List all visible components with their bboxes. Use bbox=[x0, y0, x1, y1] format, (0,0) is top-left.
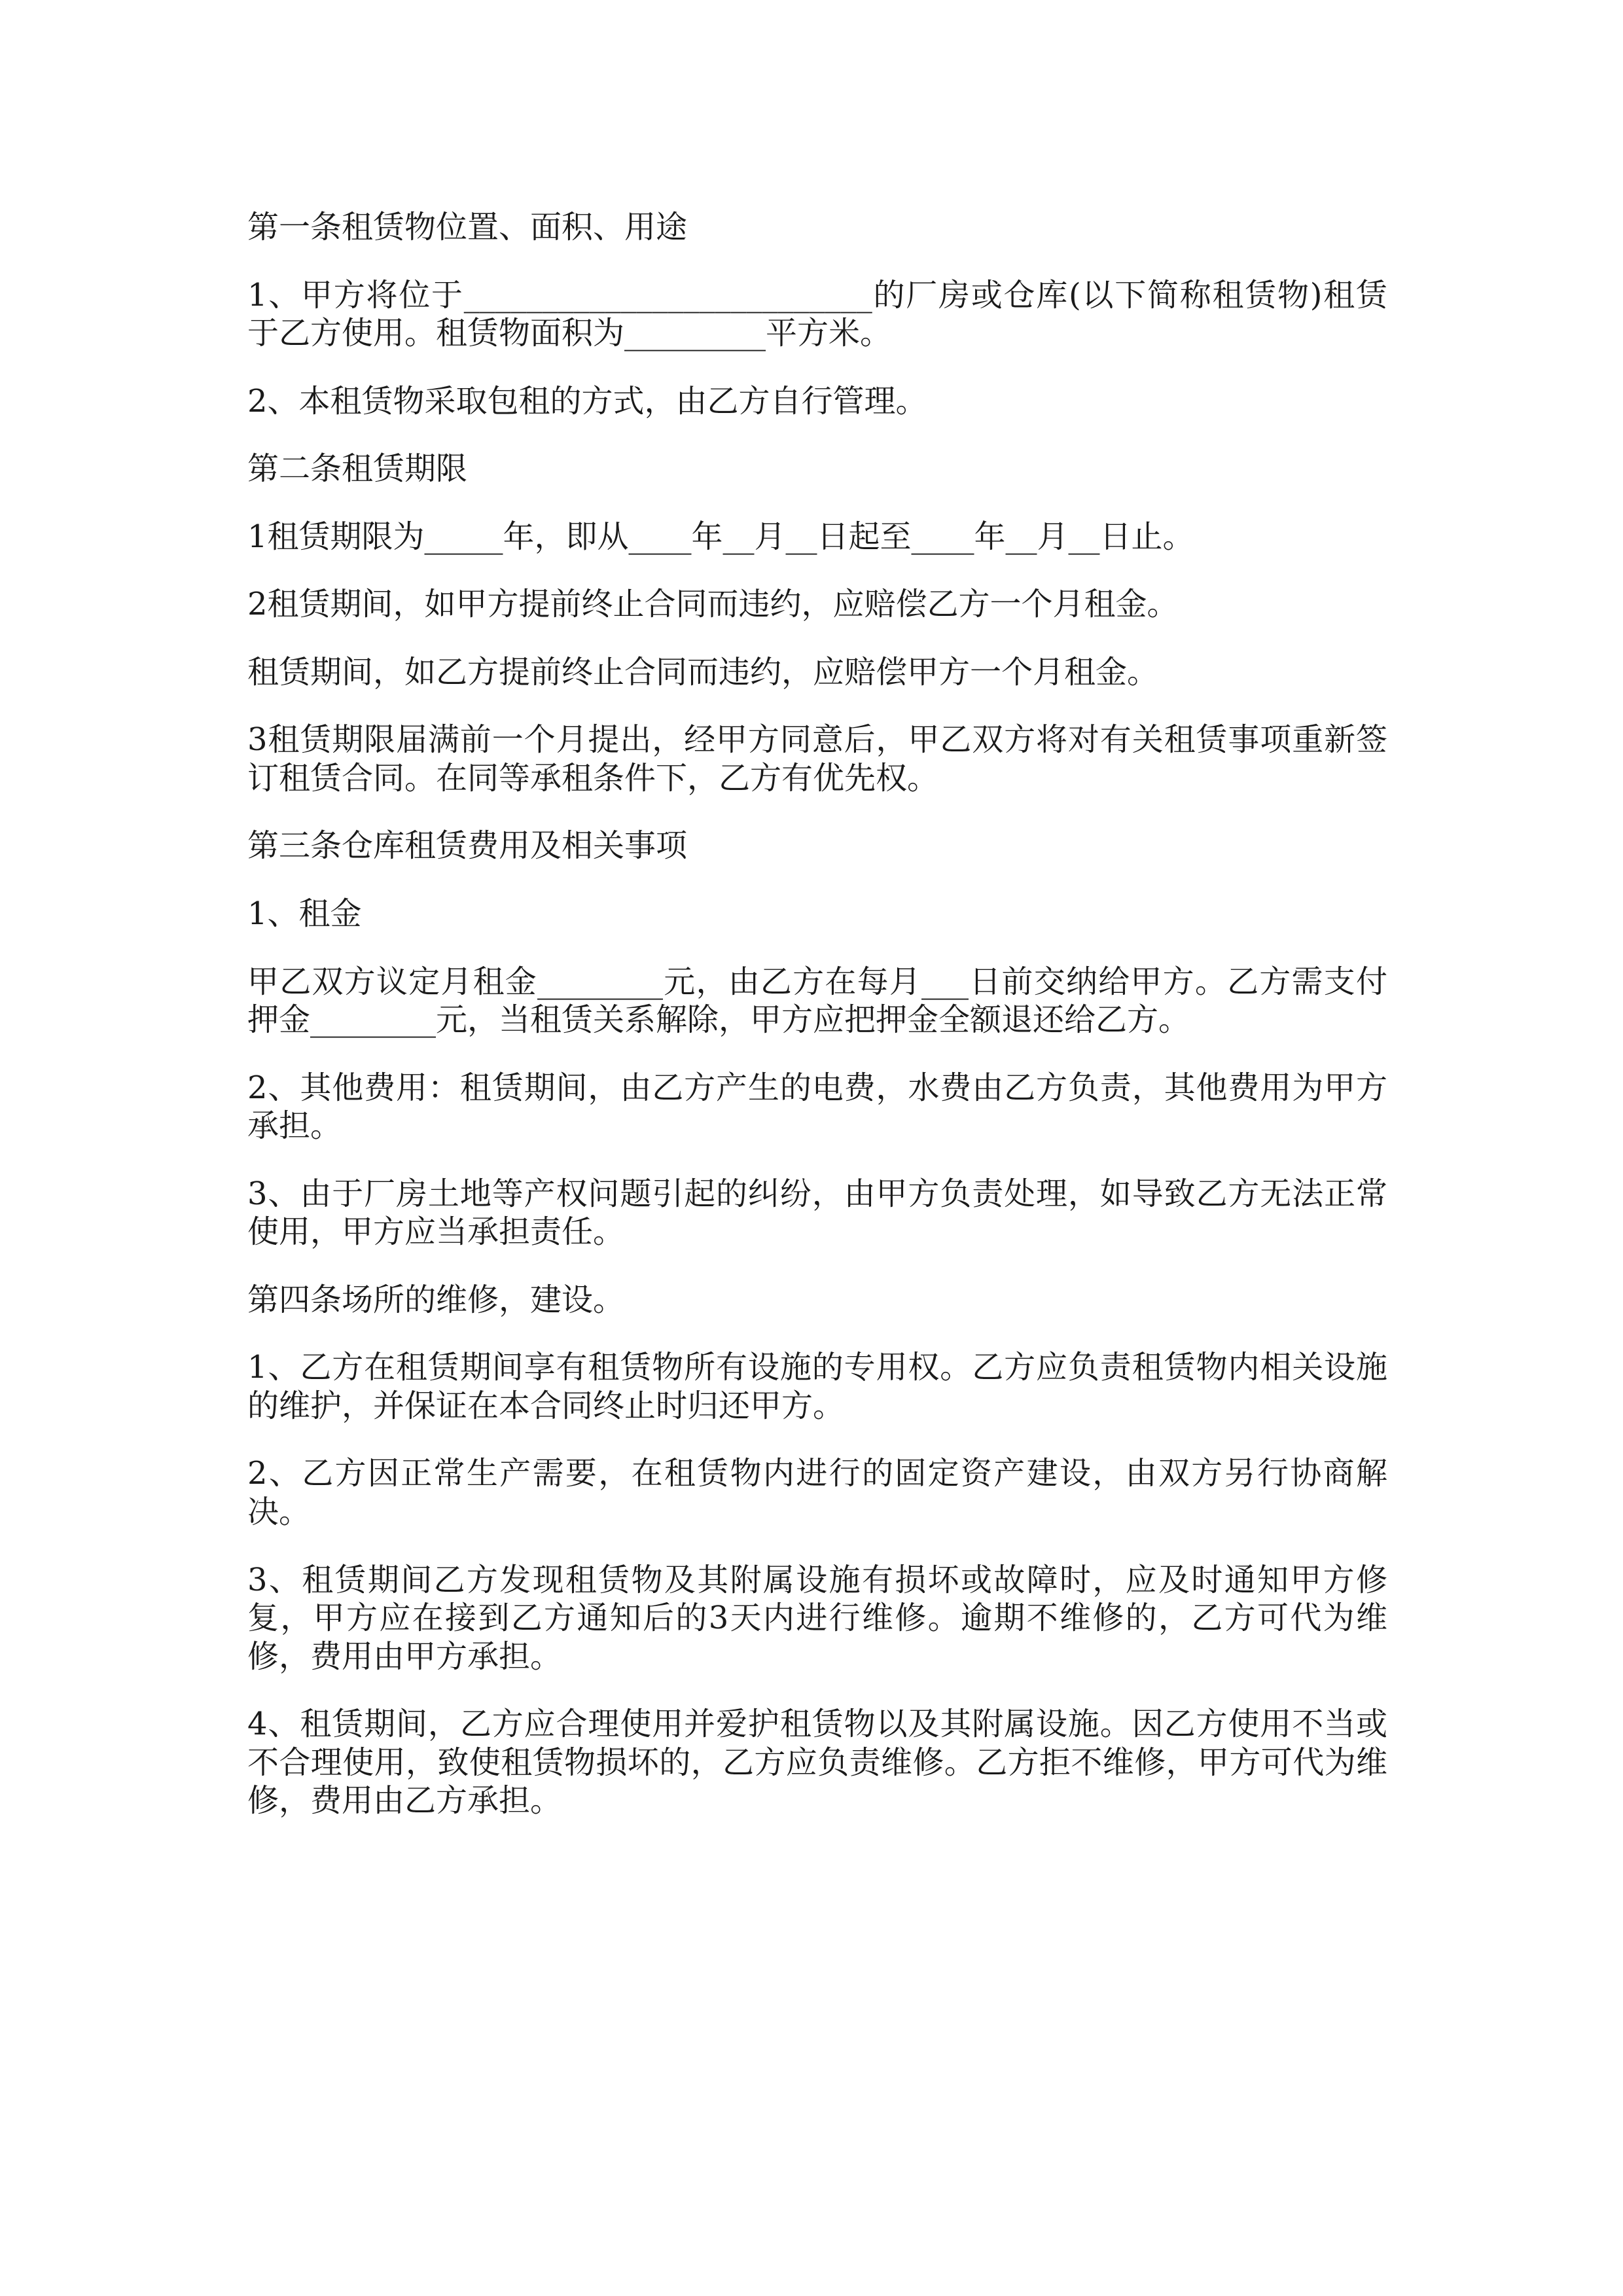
contract-body bbox=[247, 208, 1387, 1820]
article-3-clause-3: 3、由于厂房土地等产权问题引起的纠纷，由甲方负责处理，如导致乙方无法正常使用，甲方应当承担责任。 bbox=[247, 1175, 1387, 1251]
article-4-clause-1: 1、乙方在租赁期间享有租赁物所有设施的专用权。乙方应负责租赁物内相关设施的维护，并保证在本合同终止时归还甲方。 bbox=[247, 1349, 1387, 1424]
article-3-heading: 第三条仓库租赁费用及相关事项 bbox=[247, 827, 688, 865]
article-1-heading: 第一条租赁物位置、面积、用途 bbox=[247, 209, 688, 245]
article-4-clause-3: 3、租赁期间乙方发现租赁物及其附属设施有损坏或故障时，应及时通知甲方修复，甲方应在接到乙方通知后的3天内进行维修。逾期不维修的，乙方可代为维修，费用由甲方承担。 bbox=[247, 1561, 1387, 1675]
article-2-clause-3: 3租赁期限届满前一个月提出，经甲方同意后，甲乙双方将对有关租赁事项重新签订租赁合同。在同等承租条件下，乙方有优先权。 bbox=[247, 721, 1387, 797]
article-3-clause-1-body: 甲乙双方议定月租金________元，由乙方在每月___日前交纳给甲方。乙方需支付押金________元，当租赁关系解除，甲方应把押金全额退还给乙方。 bbox=[247, 963, 1387, 1039]
article-3-clause-2: 2、其他费用：租赁期间，由乙方产生的电费，水费由乙方负责，其他费用为甲方承担。 bbox=[247, 1069, 1387, 1145]
article-4-heading: 第四条场所的维修，建设。 bbox=[247, 1281, 625, 1318]
article-2-heading: 第二条租赁期限 bbox=[247, 450, 468, 488]
article-4-clause-2: 2、乙方因正常生产需要，在租赁物内进行的固定资产建设，由双方另行协商解决。 bbox=[247, 1455, 1387, 1531]
article-1-clause-1: 1、甲方将位于__________________________的厂房或仓库(以下简称租赁物)租赁于乙方使用。租赁物面积为_________平方米。 bbox=[247, 276, 1387, 352]
article-2-clause-2-continued: 租赁期间，如乙方提前终止合同而违约，应赔偿甲方一个月租金。 bbox=[247, 653, 1159, 691]
article-4-clause-4: 4、租赁期间，乙方应合理使用并爱护租赁物以及其附属设施。因乙方使用不当或不合理使用，致使租赁物损坏的，乙方应负责维修。乙方拒不维修，甲方可代为维修，费用由乙方承担。 bbox=[247, 1706, 1387, 1820]
article-1-clause-2: 2、本租赁物采取包租的方式，由乙方自行管理。 bbox=[247, 382, 927, 420]
article-2-clause-1: 1租赁期限为_____年，即从____年__月__日起至____年__月__日止。 bbox=[247, 518, 1194, 555]
article-3-clause-1-title: 1、租金 bbox=[247, 895, 362, 933]
article-2-clause-2: 2租赁期间，如甲方提前终止合同而违约，应赔偿乙方一个月租金。 bbox=[247, 586, 1179, 623]
